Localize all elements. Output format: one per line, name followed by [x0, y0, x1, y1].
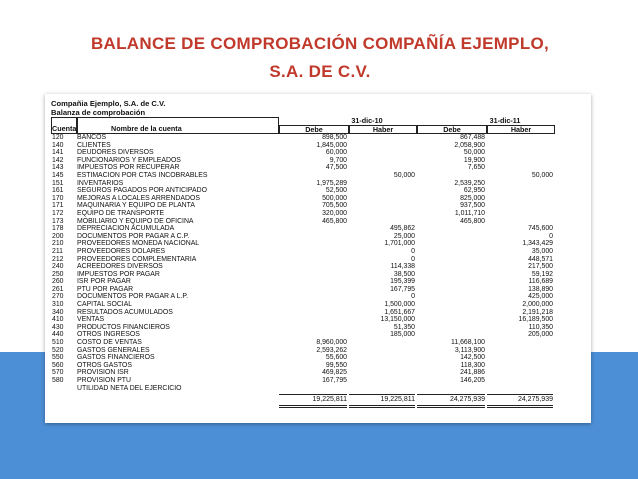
account-code: 212	[52, 255, 64, 263]
account-name: IMPUESTOS POR PAGAR	[77, 270, 160, 278]
account-code: 170	[52, 194, 64, 202]
account-name: INVENTARIOS	[77, 179, 124, 187]
debe-2010: 469,825	[322, 369, 347, 377]
account-code: 120	[52, 134, 64, 141]
account-code: 580	[52, 377, 64, 384]
total-haber-2011: 24,275,939	[487, 394, 553, 408]
account-name: DOCUMENTOS POR PAGAR A L.P.	[77, 293, 189, 301]
haber-2010: 51,350	[393, 323, 415, 331]
debe-2011: 2,539,250	[454, 179, 485, 187]
table-body	[51, 134, 585, 392]
haber-2010: 25,000	[393, 232, 415, 240]
account-code: 145	[52, 171, 64, 179]
account-code: 510	[52, 339, 64, 347]
account-code: 240	[52, 263, 64, 271]
account-code: 178	[52, 225, 64, 233]
table-row	[51, 218, 585, 226]
table-row	[51, 377, 585, 385]
table-row	[51, 354, 585, 362]
haber-2010: 167,795	[390, 285, 415, 293]
table-row	[51, 240, 585, 248]
haber-2010: 495,862	[390, 225, 415, 233]
slide-title-line-1: BALANCE DE COMPROBACIÓN COMPAÑÍA EJEMPLO,	[90, 34, 550, 53]
header-nombre: Nombre de la cuenta	[111, 124, 182, 133]
debe-2011: 3,113,900	[454, 346, 485, 354]
header-haber-2011: Haber	[487, 125, 555, 134]
account-name: GASTOS FINANCIEROS	[77, 354, 155, 362]
table-row	[51, 362, 585, 370]
account-name: SEGUROS PAGADOS POR ANTICIPADO	[77, 187, 207, 195]
header-debe-2011: Debe	[417, 125, 487, 134]
debe-2010: 898,500	[322, 134, 347, 141]
haber-2011: 448,571	[528, 255, 553, 263]
debe-2011: 118,300	[460, 361, 485, 369]
account-name: MOBILIARIO Y EQUIPO DE OFICINA	[77, 217, 194, 225]
haber-2010: 1,701,000	[384, 240, 415, 248]
account-name: EQUIPO DE TRANSPORTE	[77, 209, 165, 217]
haber-2011: 2,191,218	[522, 308, 553, 316]
haber-2011: 217,500	[528, 263, 553, 271]
haber-2011: 110,350	[528, 323, 553, 331]
debe-2010: 9,700	[329, 156, 347, 164]
report-name: Balanza de comprobación	[51, 108, 146, 117]
debe-2010: 60,000	[325, 149, 347, 157]
account-code: 173	[52, 217, 64, 225]
account-name: VENTAS	[77, 316, 105, 324]
debe-2010: 2,593,262	[316, 346, 347, 354]
account-code: 570	[52, 369, 64, 377]
haber-2010: 185,000	[390, 331, 415, 339]
account-code: 550	[52, 354, 64, 362]
account-code: 270	[52, 293, 64, 301]
table-row	[51, 256, 585, 264]
account-name: PROVISION PTU	[77, 377, 131, 384]
haber-2011: 0	[549, 232, 553, 240]
debe-2010: 52,500	[325, 187, 347, 195]
totals-row	[51, 394, 585, 404]
table-row	[51, 331, 585, 339]
header-cuenta: Cuenta	[52, 124, 77, 133]
account-name: BANCOS	[77, 134, 107, 141]
account-code: 141	[52, 149, 64, 157]
account-code: 142	[52, 156, 64, 164]
debe-2011: 2,058,900	[454, 141, 485, 149]
account-code: 200	[52, 232, 64, 240]
account-name: DEPRECIACION ACUMULADA	[77, 225, 175, 233]
debe-2011: 465,800	[460, 217, 485, 225]
header-period-2010: 31-dic-10	[351, 116, 383, 125]
haber-2011: 425,000	[528, 293, 553, 301]
account-code: 430	[52, 323, 64, 331]
account-name: MEJORAS A LOCALES ARRENDADOS	[77, 194, 200, 202]
haber-2010: 13,150,000	[380, 316, 415, 324]
haber-2010: 195,399	[390, 278, 415, 286]
haber-2011: 59,192	[531, 270, 553, 278]
company-name: Compañia Ejemplo, S.A. de C.V.	[51, 99, 166, 108]
haber-2010: 114,338	[390, 263, 415, 271]
haber-2010: 0	[411, 293, 415, 301]
account-code: 310	[52, 301, 64, 309]
haber-2011: 1,343,429	[522, 240, 553, 248]
total-debe-2011: 24,275,939	[417, 394, 485, 408]
debe-2010: 1,845,000	[316, 141, 347, 149]
header-period-2011: 31-dic-11	[489, 116, 521, 125]
table-row	[51, 301, 585, 309]
table-row	[51, 309, 585, 317]
account-code: 340	[52, 308, 64, 316]
table-row	[51, 271, 585, 279]
haber-2010: 0	[411, 247, 415, 255]
header-debe-2010: Debe	[279, 125, 349, 134]
table-row	[51, 278, 585, 286]
account-code: 520	[52, 346, 64, 354]
table-row	[51, 324, 585, 332]
haber-2011: 2,000,000	[522, 301, 553, 309]
debe-2010: 55,600	[325, 354, 347, 362]
haber-2010: 38,500	[393, 270, 415, 278]
haber-2011: 50,000	[531, 171, 553, 179]
table-row	[51, 286, 585, 294]
debe-2011: 142,500	[460, 354, 485, 362]
account-code: 260	[52, 278, 64, 286]
account-name: OTROS INGRESOS	[77, 331, 140, 339]
debe-2010: 167,795	[322, 377, 347, 384]
table-row	[51, 263, 585, 271]
table-row	[51, 142, 585, 150]
haber-2011: 16,189,500	[518, 316, 553, 324]
table-row	[51, 187, 585, 195]
haber-2011: 35,000	[531, 247, 553, 255]
total-debe-2010: 19,225,811	[279, 394, 347, 408]
account-name: COSTO DE VENTAS	[77, 339, 142, 347]
account-code: 261	[52, 285, 64, 293]
table-row	[51, 180, 585, 188]
account-name: ISR POR PAGAR	[77, 278, 131, 286]
account-name: RESULTADOS ACUMULADOS	[77, 308, 173, 316]
table-row	[51, 149, 585, 157]
haber-2010: 1,500,000	[384, 301, 415, 309]
account-code: 410	[52, 316, 64, 324]
account-name: PRODUCTOS FINANCIEROS	[77, 323, 170, 331]
account-name: GASTOS GENERALES	[77, 346, 150, 354]
account-code: 151	[52, 179, 64, 187]
debe-2011: 50,000	[463, 149, 485, 157]
table-row	[51, 210, 585, 218]
table-row	[51, 293, 585, 301]
debe-2011: 62,950	[463, 187, 485, 195]
account-name: OTROS GASTOS	[77, 361, 133, 369]
account-name: PROVEEDORES MONEDA NACIONAL	[77, 240, 200, 248]
trial-balance-sheet	[45, 94, 591, 423]
total-haber-2010: 19,225,811	[349, 394, 415, 408]
table-row	[51, 202, 585, 210]
debe-2010: 47,500	[325, 164, 347, 172]
debe-2010: 1,975,289	[316, 179, 347, 187]
account-name: IMPUESTOS POR RECUPERAR	[77, 164, 180, 172]
table-row	[51, 385, 585, 393]
account-name: ESTIMACION POR CTAS INCOBRABLES	[77, 171, 208, 179]
account-code: 440	[52, 331, 64, 339]
account-code: 211	[52, 247, 63, 255]
haber-2011: 116,689	[528, 278, 553, 286]
account-name: PROVISION ISR	[77, 369, 129, 377]
debe-2011: 241,886	[460, 369, 485, 377]
table-row	[51, 316, 585, 324]
haber-2010: 50,000	[393, 171, 415, 179]
account-code: 140	[52, 141, 64, 149]
table-row	[51, 172, 585, 180]
debe-2011: 825,000	[460, 194, 485, 202]
account-name: PTU POR PAGAR	[77, 285, 134, 293]
table-row	[51, 233, 585, 241]
debe-2010: 8,960,000	[316, 339, 347, 347]
haber-2010: 1,651,667	[384, 308, 415, 316]
haber-2011: 745,600	[528, 225, 553, 233]
slide-title-line-2: S.A. DE C.V.	[269, 62, 371, 81]
table-row	[51, 248, 585, 256]
slide-title	[70, 30, 570, 86]
debe-2011: 867,488	[460, 134, 485, 141]
column-header	[51, 117, 585, 134]
account-name: CAPITAL SOCIAL	[77, 301, 133, 309]
debe-2010: 705,500	[322, 202, 347, 210]
debe-2010: 99,550	[325, 361, 347, 369]
debe-2011: 1,011,710	[454, 209, 485, 217]
account-name: FUNCIONARIOS Y EMPLEADOS	[77, 156, 181, 164]
table-row	[51, 157, 585, 165]
table-row	[51, 339, 585, 347]
trial-balance-table	[51, 99, 585, 404]
haber-2010: 0	[411, 255, 415, 263]
debe-2011: 7,650	[467, 164, 485, 172]
debe-2010: 465,800	[322, 217, 347, 225]
debe-2011: 937,500	[460, 202, 485, 210]
account-code: 161	[52, 187, 64, 195]
account-name: DOCUMENTOS POR PAGAR A C.P.	[77, 232, 190, 240]
account-code: 143	[52, 164, 64, 172]
debe-2010: 320,000	[322, 209, 347, 217]
account-name: PROVEEDORES DOLARES	[77, 247, 166, 255]
account-name: PROVEEDORES COMPLEMENTARIA	[77, 255, 197, 263]
account-code: 210	[52, 240, 64, 248]
table-row	[51, 347, 585, 355]
table-row	[51, 134, 585, 142]
haber-2011: 205,000	[528, 331, 553, 339]
account-name: ACREEDORES DIVERSOS	[77, 263, 163, 271]
account-code: 560	[52, 361, 64, 369]
haber-2011: 138,890	[528, 285, 553, 293]
table-row	[51, 195, 585, 203]
account-name: CLIENTES	[77, 141, 111, 149]
table-row	[51, 369, 585, 377]
account-code: 172	[52, 209, 64, 217]
debe-2010: 500,000	[322, 194, 347, 202]
account-name: UTILIDAD NETA DEL EJERCICIO	[77, 384, 182, 392]
header-haber-2010: Haber	[349, 125, 417, 134]
debe-2011: 19,900	[463, 156, 485, 164]
account-name: MAQUINARIA Y EQUIPO DE PLANTA	[77, 202, 195, 210]
debe-2011: 11,668,100	[451, 339, 485, 347]
account-code: 250	[52, 270, 64, 278]
table-row	[51, 225, 585, 233]
account-code: 171	[52, 202, 64, 210]
table-row	[51, 164, 585, 172]
debe-2011: 146,205	[460, 377, 485, 384]
account-name: DEUDORES DIVERSOS	[77, 149, 154, 157]
